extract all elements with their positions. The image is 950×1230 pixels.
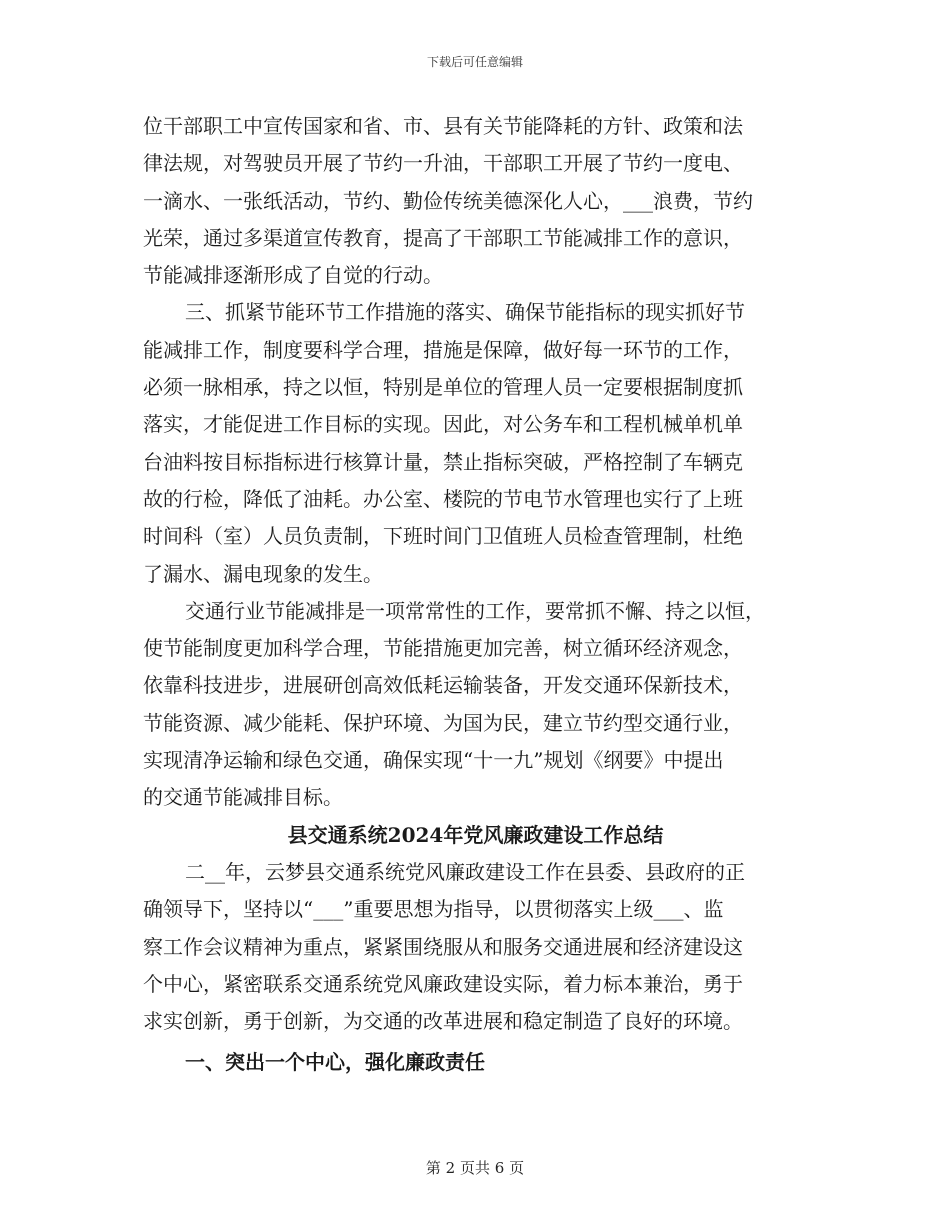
paragraph-2 <box>143 294 808 592</box>
text-line: 了漏水、漏电现象的发生。 <box>143 561 383 586</box>
text-line: 确领导下，坚持以“___”重要思想为指导，以贯彻落实上级___、监 <box>143 897 724 922</box>
text-line: 一滴水、一张纸活动，节约、勤俭传统美德深化人心，___浪费，节约 <box>143 188 753 213</box>
text-line: 的交通节能减排目标。 <box>143 785 343 810</box>
text-line: 台油料按目标指标进行核算计量，禁止指标突破，严格控制了车辆克 <box>143 449 743 474</box>
paragraph-3 <box>143 593 808 817</box>
paragraph-4 <box>143 854 808 1040</box>
text-line: 个中心，紧密联系交通系统党风廉政建设实际，着力标本兼治，勇于 <box>143 971 743 996</box>
text-line: 能减排工作，制度要科学合理，措施是保障，做好每一环节的工作， <box>143 337 743 362</box>
page-header: 下载后可任意编辑 <box>426 55 523 69</box>
text-line: 依靠科技进步，进展研创高效低耗运输装备，开发交通环保新技术， <box>143 673 743 698</box>
text-line: 故的行检，降低了油耗。办公室、楼院的节电节水管理也实行了上班 <box>143 486 743 511</box>
text-line: 节能资源、减少能耗、保护环境、为国为民，建立节约型交通行业， <box>143 710 743 735</box>
page-number: 第 2 页共 6 页 <box>425 1159 525 1177</box>
section-title: 县交通系统2024年党风廉政建设工作总结 <box>287 822 664 847</box>
text-line: 必须一脉相承，持之以恒，特别是单位的管理人员一定要根据制度抓 <box>143 375 743 400</box>
text-line: 察工作会议精神为重点，紧紧围绕服从和服务交通进展和经济建设这 <box>143 934 743 959</box>
paragraph-1 <box>143 108 808 294</box>
text-line: 时间科（室）人员负责制，下班时间门卫值班人员检查管理制，杜绝 <box>143 524 743 549</box>
text-line: 交通行业节能减排是一项常常性的工作，要常抓不懈、持之以恒， <box>185 598 765 623</box>
subheading: 一、突出一个中心，强化廉政责任 <box>185 1050 485 1075</box>
text-line: 光荣，通过多渠道宣传教育，提高了干部职工节能减排工作的意识， <box>143 225 743 250</box>
text-line: 律法规，对驾驶员开展了节约一升油，干部职工开展了节约一度电、 <box>143 151 743 176</box>
text-line: 求实创新，勇于创新，为交通的改革进展和稳定制造了良好的环境。 <box>143 1009 743 1034</box>
text-line: 二__年，云梦县交通系统党风廉政建设工作在县委、县政府的正 <box>185 859 745 884</box>
text-line: 落实，才能促进工作目标的实现。因此，对公务车和工程机械单机单 <box>143 412 743 437</box>
text-line: 实现清净运输和绿色交通，确保实现“十一九”规划《纲要》中提出 <box>143 748 724 773</box>
text-line: 三、抓紧节能环节工作措施的落实、确保节能指标的现实抓好节 <box>185 300 745 325</box>
text-line: 节能减排逐渐形成了自觉的行动。 <box>143 263 443 288</box>
document-body <box>143 108 808 1082</box>
text-line: 使节能制度更加科学合理，节能措施更加完善，树立循环经济观念， <box>143 636 743 661</box>
text-line: 位干部职工中宣传国家和省、市、县有关节能降耗的方针、政策和法 <box>143 114 743 138</box>
